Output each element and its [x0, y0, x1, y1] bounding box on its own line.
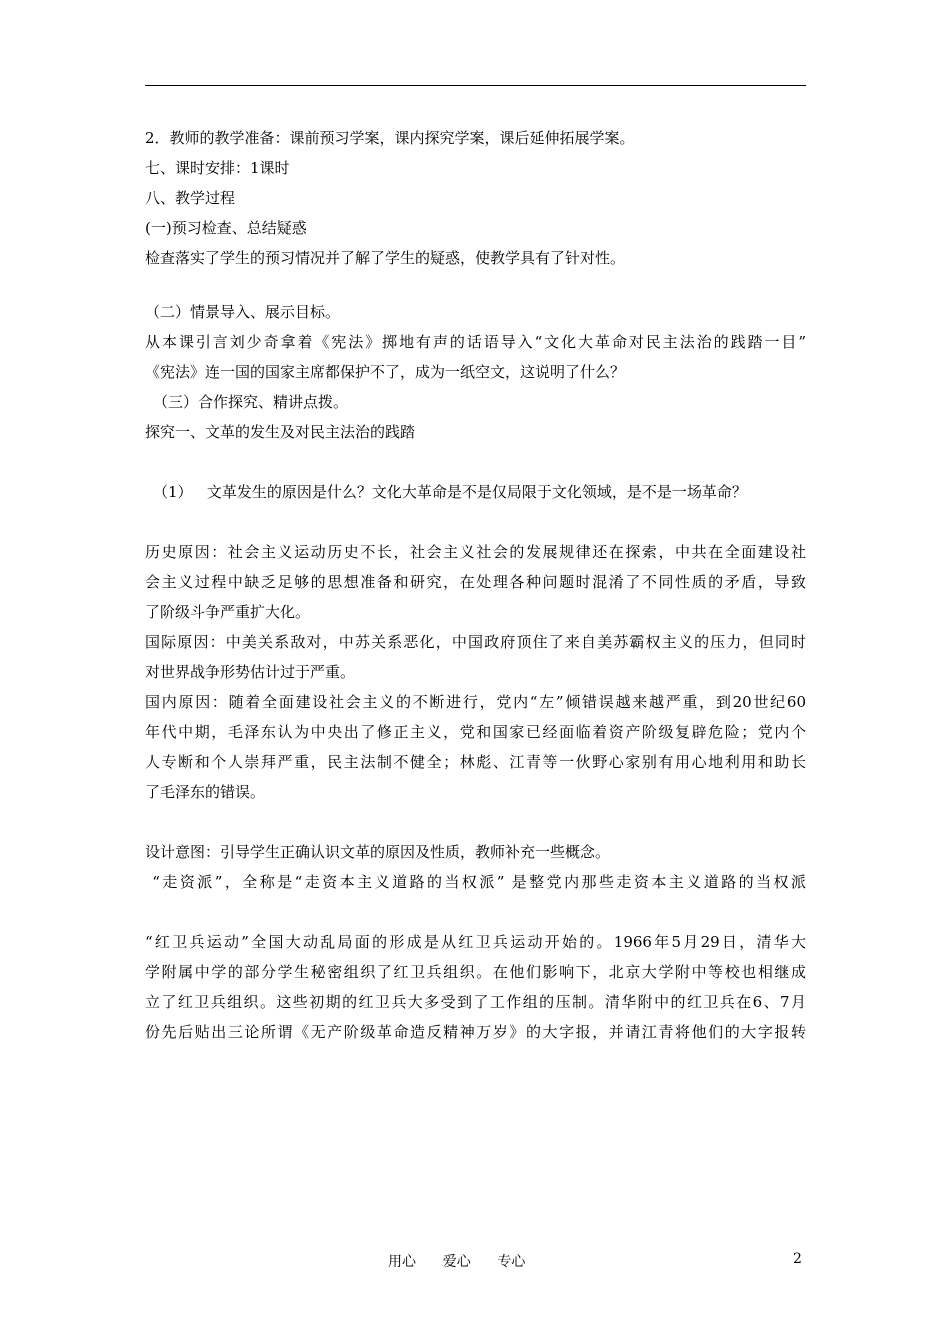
paragraph-domestic-reason-cont2: 人专断和个人崇拜严重，民主法制不健全；林彪、江青等一伙野心家别有用心地利用和助长: [145, 753, 806, 771]
paragraph-red-guards-cont: 学附属中学的部分学生秘密组织了红卫兵组织。在他们影响下，北京大学附中等校也相继成: [145, 963, 806, 981]
paragraph-domestic-reason-end: 了毛泽东的错误。: [145, 783, 266, 801]
paragraph-teacher-prep: 2．教师的教学准备：课前预习学案，课内探究学案，课后延伸拓展学案。: [145, 129, 635, 147]
paragraph-red-guards-cont3: 份先后贴出三论所谓《无产阶级革命造反精神万岁》的大字报，并请江青将他们的大字报转: [145, 1023, 806, 1041]
page-number: 2: [793, 1251, 802, 1267]
subheading-preview: (一)预习检查、总结疑惑: [145, 219, 307, 237]
subheading-intro: （二）情景导入、展示目标。: [145, 303, 341, 321]
header-rule: [145, 85, 806, 86]
paragraph-domestic-reason: 国内原因：随着全面建设社会主义的不断进行，党内“左”倾错误越来越严重，到20世纪60: [145, 693, 806, 711]
footer-motto: 用心 爱心 专心: [388, 1254, 526, 1270]
spacer: [145, 807, 806, 837]
spacer: [145, 273, 806, 297]
paragraph-intro: 从本课引言刘少奇拿着《宪法》掷地有声的话语导入“文化大革命对民主法治的践踏一目”: [145, 333, 806, 351]
heading-process: 八、教学过程: [145, 189, 236, 207]
paragraph-domestic-reason-cont: 年代中期，毛泽东认为中央出了修正主义，党和国家已经面临着资产阶级复辟危险；党内个: [145, 723, 806, 741]
paragraph-history-reason-cont: 会主义过程中缺乏足够的思想准备和研究，在处理各种问题时混淆了不同性质的矛盾，导致: [145, 573, 806, 591]
paragraph-intro-cont: 《宪法》连一国的国家主席都保护不了，成为一纸空文，这说明了什么？: [145, 363, 626, 381]
heading-schedule: 七、课时安排：1课时: [145, 159, 290, 177]
paragraph-history-reason-end: 了阶级斗争严重扩大化。: [145, 603, 311, 621]
paragraph-intl-reason-end: 对世界战争形势估计过于严重。: [145, 663, 356, 681]
paragraph-intl-reason: 国际原因：中美关系敌对，中苏关系恶化，中国政府顶住了来自美苏霸权主义的压力，但同时: [145, 633, 806, 651]
spacer: [145, 897, 806, 927]
paragraph-preview: 检查落实了学生的预习情况并了解了学生的疑惑，使教学具有了针对性。: [145, 249, 626, 267]
paragraph-design-intent: 设计意图：引导学生正确认识文革的原因及性质，教师补充一些概念。: [145, 843, 611, 861]
subheading-explore: （三）合作探究、精讲点拨。: [153, 393, 349, 411]
page-footer: [0, 1251, 950, 1271]
question-one: （1） 文革发生的原因是什么？文化大革命是不是仅局限于文化领域，是不是一场革命？: [153, 483, 747, 501]
spacer: [145, 507, 806, 537]
subheading-explore-one: 探究一、文革的发生及对民主法治的践踏: [145, 423, 416, 441]
paragraph-zouzipai: “走资派”，全称是“走资本主义道路的当权派” 是整党内那些走资本主义道路的当权派: [145, 873, 806, 891]
spacer: [145, 447, 806, 477]
paragraph-red-guards-cont2: 立了红卫兵组织。这些初期的红卫兵大多受到了工作组的压制。清华附中的红卫兵在6、7月: [145, 993, 806, 1011]
paragraph-red-guards: “红卫兵运动”全国大动乱局面的形成是从红卫兵运动开始的。1966年5月29日，清华大: [145, 933, 806, 951]
document-body: [145, 123, 806, 1047]
paragraph-history-reason: 历史原因：社会主义运动历史不长，社会主义社会的发展规律还在探索，中共在全面建设社: [145, 543, 806, 561]
